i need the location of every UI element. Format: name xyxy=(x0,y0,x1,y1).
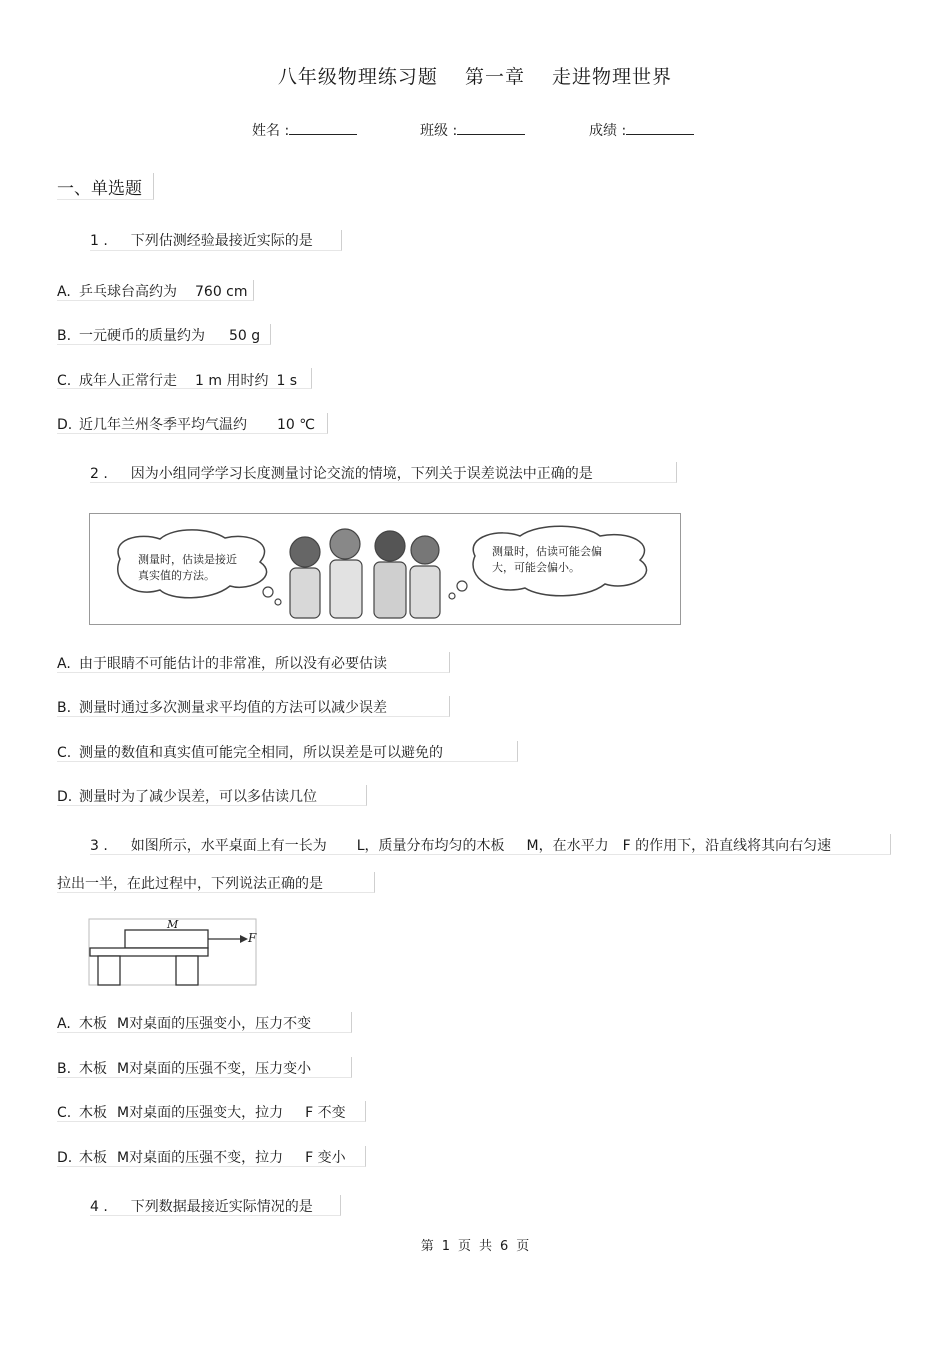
option-text: 近几年兰州冬季平均气温约 xyxy=(79,417,247,433)
question-stem: 因为小组同学学习长度测量讨论交流的情境，下列关于误差说法中正确的是 xyxy=(130,466,593,482)
option-value: 1 m 用时约 xyxy=(195,373,269,389)
footer-total-pages: 6 xyxy=(500,1239,509,1254)
option-3c[interactable] xyxy=(57,1102,346,1122)
question-stem-part-1: 如图所示，水平桌面上有一长为 xyxy=(130,838,327,854)
section-title: 一、单选题 xyxy=(57,179,142,199)
score-blank[interactable] xyxy=(626,121,694,135)
name-blank[interactable] xyxy=(289,121,357,135)
option-value: M对桌面的压强变大，拉力 xyxy=(117,1105,284,1121)
question-stem: 下列数据最接近实际情况的是 xyxy=(130,1199,313,1215)
option-value: M对桌面的压强不变，压力变小 xyxy=(117,1061,312,1077)
option-text: 一元硬币的质量约为 xyxy=(79,328,205,344)
option-value: M对桌面的压强不变，拉力 xyxy=(117,1150,284,1166)
page-footer xyxy=(0,1235,950,1254)
footer-part: 页 xyxy=(457,1239,471,1254)
left-bubble-line-2: 真实值的方法。 xyxy=(138,569,215,582)
option-letter: A. xyxy=(57,1016,71,1032)
force-label: F xyxy=(248,931,257,945)
question-number: 2 . xyxy=(90,466,108,482)
option-text: 成年人正常行走 xyxy=(79,373,177,389)
option-letter: A. xyxy=(57,656,71,672)
option-letter: B. xyxy=(57,328,72,344)
option-text: 乒乓球台高约为 xyxy=(79,284,177,300)
title-part-2: 第一章 xyxy=(464,66,525,88)
board-label: M xyxy=(167,918,179,931)
question-stem-part-2: L，质量分布均匀的木板 xyxy=(356,838,505,854)
page-title xyxy=(0,62,950,89)
option-letter: D. xyxy=(57,1150,73,1166)
score-field[interactable] xyxy=(589,120,694,140)
left-bubble-text xyxy=(138,552,237,584)
right-bubble-line-1: 测量时，估读可能会偏 xyxy=(492,545,602,558)
option-letter: C. xyxy=(57,1105,72,1121)
option-2c[interactable] xyxy=(57,742,443,762)
question-stem-part-3: M，在水平力 xyxy=(526,838,609,854)
question-4 xyxy=(90,1196,313,1216)
option-3a[interactable] xyxy=(57,1013,311,1033)
option-letter: C. xyxy=(57,373,72,389)
score-label: 成绩 : xyxy=(589,123,627,139)
option-1d[interactable] xyxy=(57,414,315,434)
option-text: 木板 xyxy=(79,1061,107,1077)
class-blank[interactable] xyxy=(457,121,525,135)
right-bubble-line-2: 大，可能会偏小。 xyxy=(492,561,580,574)
footer-part: 页 xyxy=(516,1239,530,1254)
option-letter: D. xyxy=(57,417,73,433)
question-2 xyxy=(90,463,593,483)
question-3-line-2: 拉出一半，在此过程中，下列说法正确的是 xyxy=(57,876,323,892)
option-value: 50 g xyxy=(229,328,261,344)
option-3b[interactable] xyxy=(57,1058,311,1078)
option-text: 测量时为了减少误差，可以多估读几位 xyxy=(79,789,317,805)
option-value-2: F 不变 xyxy=(305,1105,346,1121)
option-value-2: F 变小 xyxy=(305,1150,346,1166)
option-value: 760 cm xyxy=(195,284,248,300)
option-text: 测量时通过多次测量求平均值的方法可以减少误差 xyxy=(79,700,387,716)
option-value: 10 ℃ xyxy=(277,417,315,433)
option-value: M对桌面的压强变小，压力不变 xyxy=(117,1016,312,1032)
option-letter: A. xyxy=(57,284,71,300)
option-value-2: 1 s xyxy=(276,373,298,389)
option-text: 木板 xyxy=(79,1105,107,1121)
left-bubble-line-1: 测量时，估读是接近 xyxy=(138,553,237,566)
question-number: 4 . xyxy=(90,1199,108,1215)
footer-page-number: 1 xyxy=(441,1239,450,1254)
question-stem: 下列估测经验最接近实际的是 xyxy=(130,233,313,249)
question-stem-part-4: F 的作用下，沿直线将其向右匀速 xyxy=(622,838,832,854)
option-letter: C. xyxy=(57,745,72,761)
name-label: 姓名 : xyxy=(252,123,290,139)
option-text: 测量的数值和真实值可能完全相同，所以误差是可以避免的 xyxy=(79,745,443,761)
option-1b[interactable] xyxy=(57,325,260,345)
option-2d[interactable] xyxy=(57,786,317,806)
class-field[interactable] xyxy=(420,120,525,140)
class-label: 班级 : xyxy=(420,123,458,139)
option-letter: B. xyxy=(57,1061,72,1077)
option-text: 木板 xyxy=(79,1016,107,1032)
option-2a[interactable] xyxy=(57,653,387,673)
question-number: 1 . xyxy=(90,233,108,249)
option-1c[interactable] xyxy=(57,370,297,390)
question-3 xyxy=(90,835,831,855)
option-1a[interactable] xyxy=(57,281,248,301)
question-number: 3 . xyxy=(90,838,108,854)
title-part-1: 八年级物理练习题 xyxy=(277,66,438,88)
discussion-figure xyxy=(89,513,681,625)
footer-part: 共 xyxy=(479,1239,493,1254)
name-field[interactable] xyxy=(252,120,357,140)
option-letter: B. xyxy=(57,700,72,716)
option-2b[interactable] xyxy=(57,697,387,717)
right-bubble-text xyxy=(492,544,602,576)
option-text: 由于眼睛不可能估计的非常准，所以没有必要估读 xyxy=(79,656,387,672)
footer-part: 第 xyxy=(420,1239,434,1254)
option-letter: D. xyxy=(57,789,73,805)
question-1 xyxy=(90,230,313,250)
board-figure xyxy=(88,917,258,987)
title-part-3: 走进物理世界 xyxy=(552,66,673,88)
option-text: 木板 xyxy=(79,1150,107,1166)
option-3d[interactable] xyxy=(57,1147,346,1167)
